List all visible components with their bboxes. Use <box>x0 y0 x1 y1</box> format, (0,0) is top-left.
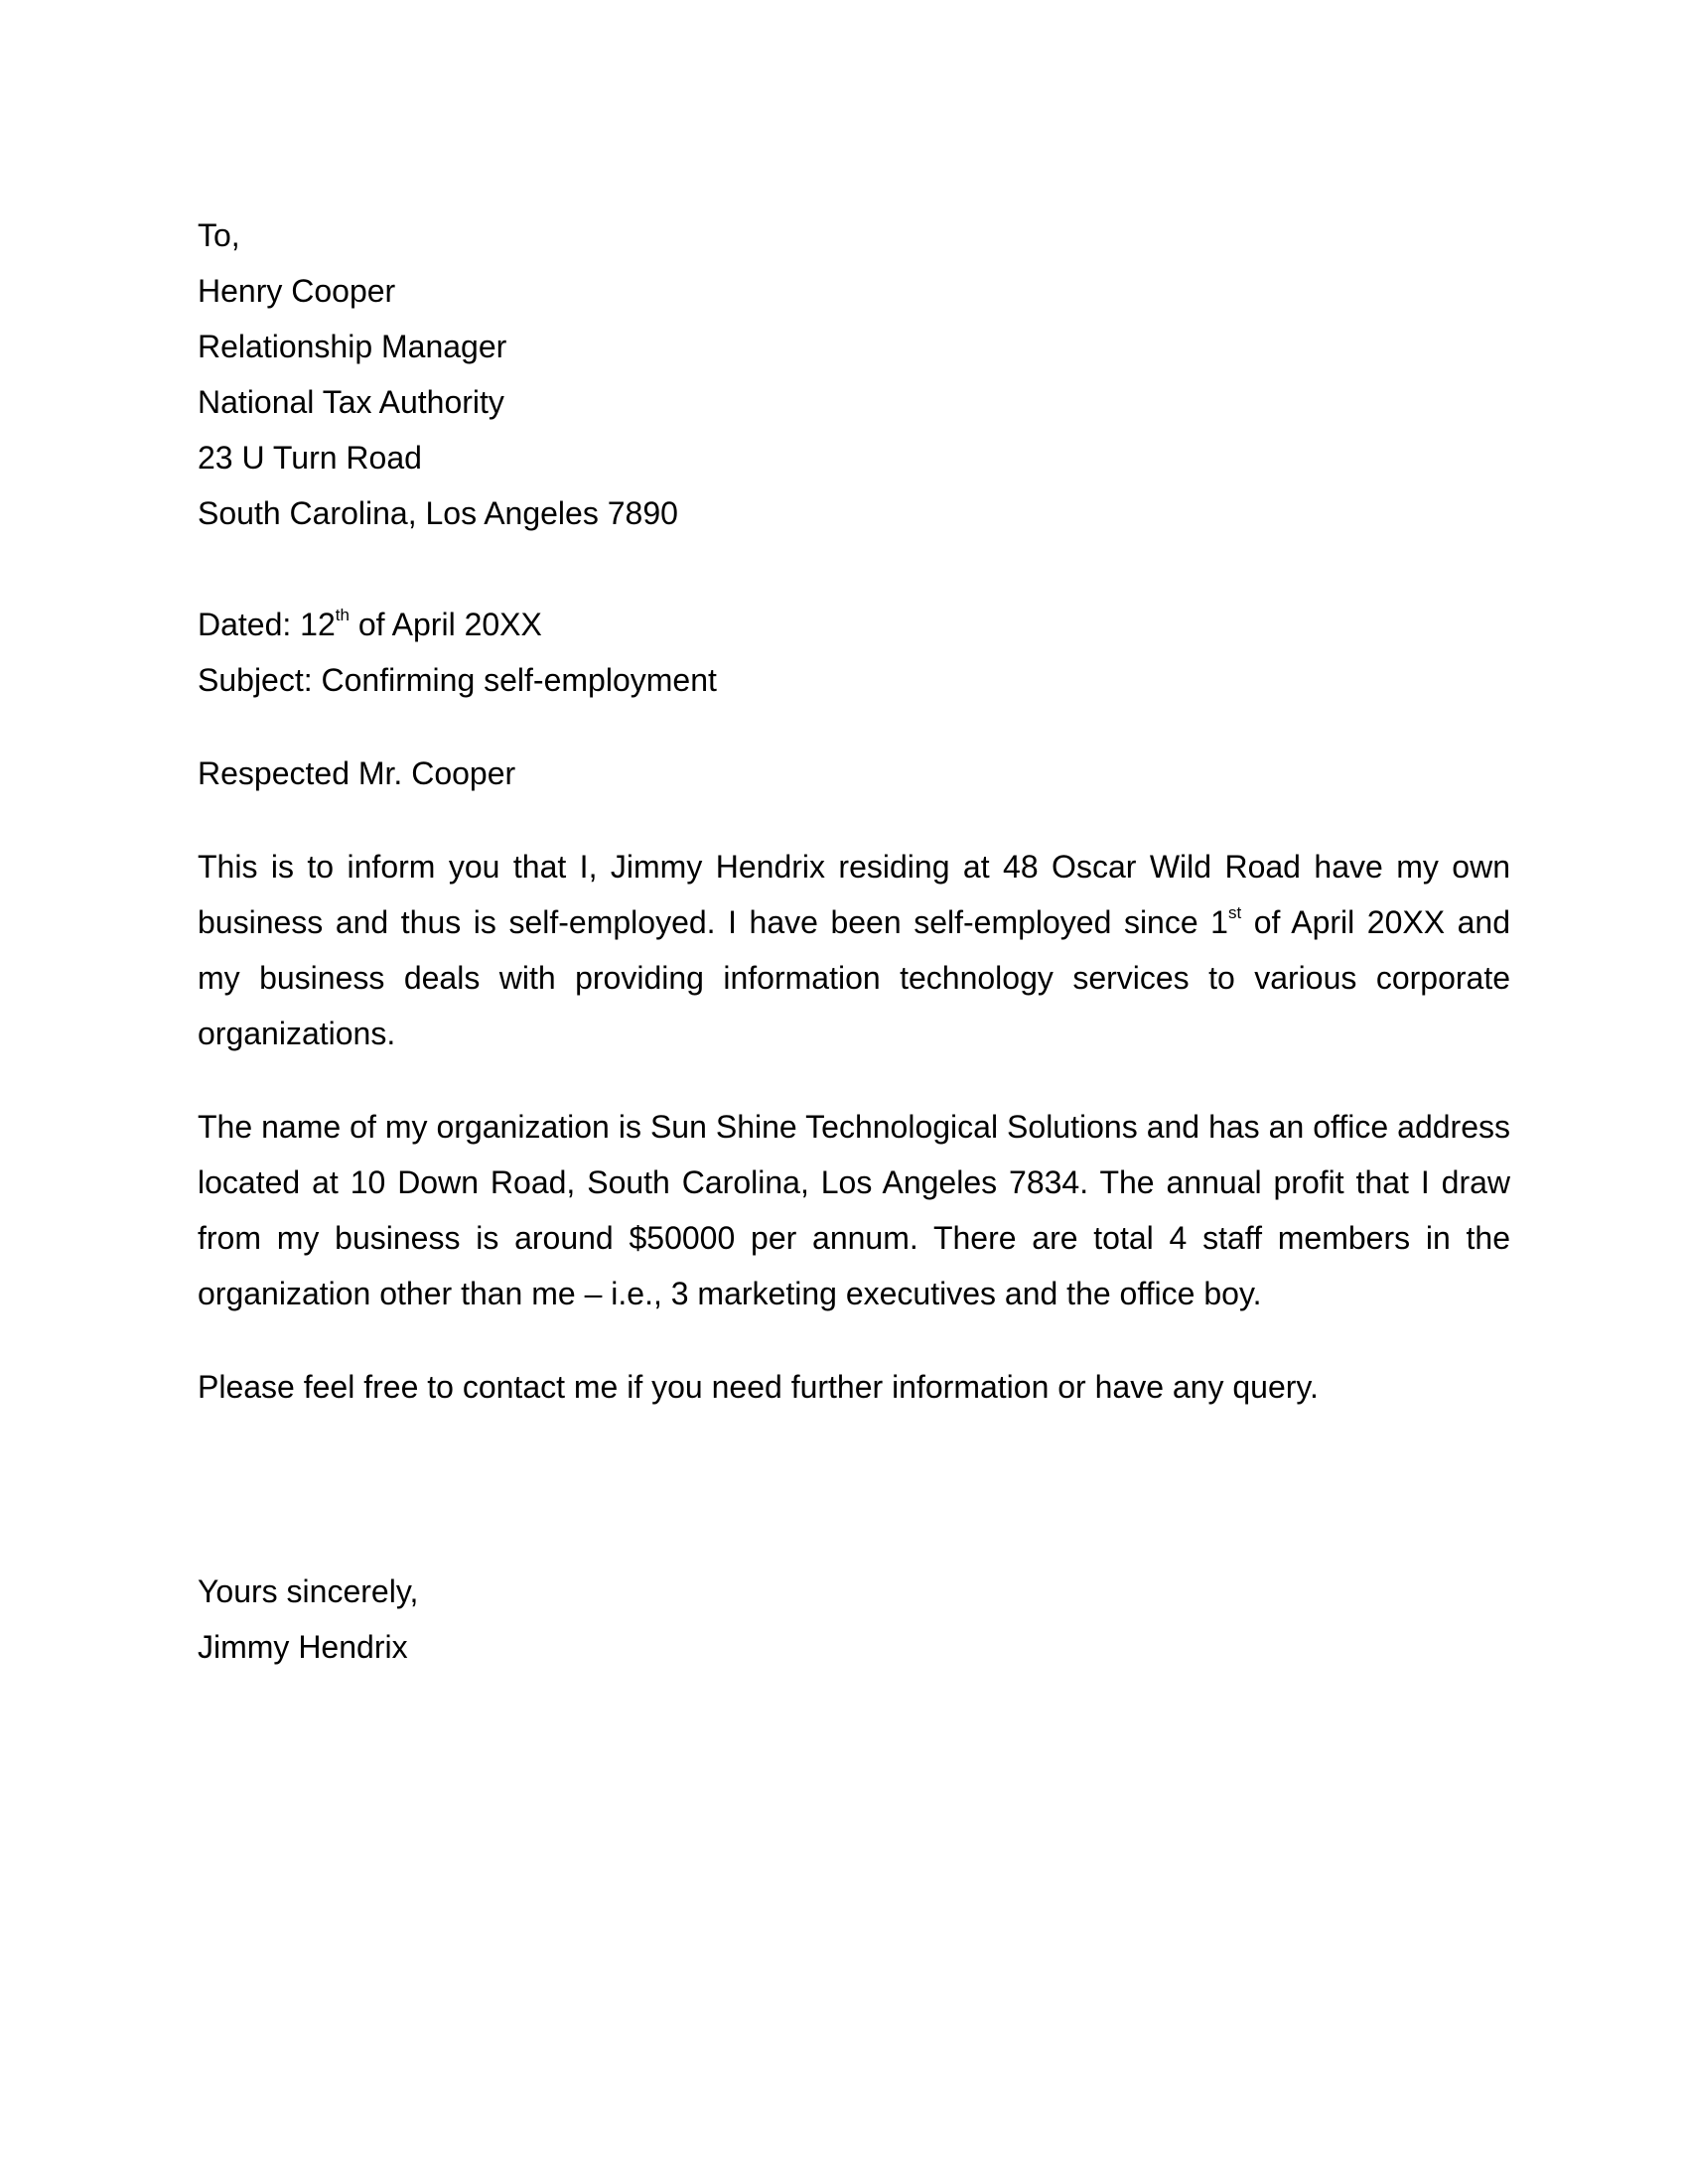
subject-line: Subject: Confirming self-employment <box>198 662 717 698</box>
recipient-city: South Carolina, Los Angeles 7890 <box>198 495 678 531</box>
salutation-text: Respected Mr. Cooper <box>198 755 516 791</box>
paragraph-1-ordinal: st <box>1227 903 1242 922</box>
paragraph-1-part-2: of April 20XX and my business deals with providing information technology services to various corporate organizations. <box>198 904 1511 1051</box>
recipient-name: Henry Cooper <box>198 273 396 309</box>
paragraph-1 <box>198 839 1510 1061</box>
dated-suffix: of April 20XX <box>349 607 542 642</box>
dated-prefix: Dated: 12 <box>198 607 336 642</box>
signoff-block <box>198 1564 1510 1675</box>
to-line: To, <box>198 217 240 253</box>
signature-name: Jimmy Hendrix <box>198 1629 408 1665</box>
closing-line: Yours sincerely, <box>198 1573 419 1609</box>
dated-ordinal: th <box>335 606 350 624</box>
recipient-title: Relationship Manager <box>198 329 507 364</box>
recipient-organization: National Tax Authority <box>198 384 504 420</box>
salutation <box>198 746 1510 801</box>
letter-body <box>198 207 1510 1675</box>
paragraph-3: Please feel free to contact me if you need further information or have any query. <box>198 1369 1319 1405</box>
paragraph-2: The name of my organization is Sun Shine Technological Solutions and has an office address located at 10 Down Road, South Carolina, Los Angeles 7834. The annual profit that I draw from my business is around $50000 per annum. There are total 4 staff members in the organization other than me – i.e., 3 marketing executives and the office boy. <box>198 1109 1510 1311</box>
paragraph-1-part-1: This is to inform you that I, Jimmy Hendrix residing at 48 Oscar Wild Road have my own business and thus is self-employed. I have been self-employed since 1 <box>198 849 1510 940</box>
recipient-block <box>198 207 1510 541</box>
meta-block <box>198 597 1510 708</box>
dated-line <box>198 597 1510 652</box>
recipient-street: 23 U Turn Road <box>198 440 422 476</box>
